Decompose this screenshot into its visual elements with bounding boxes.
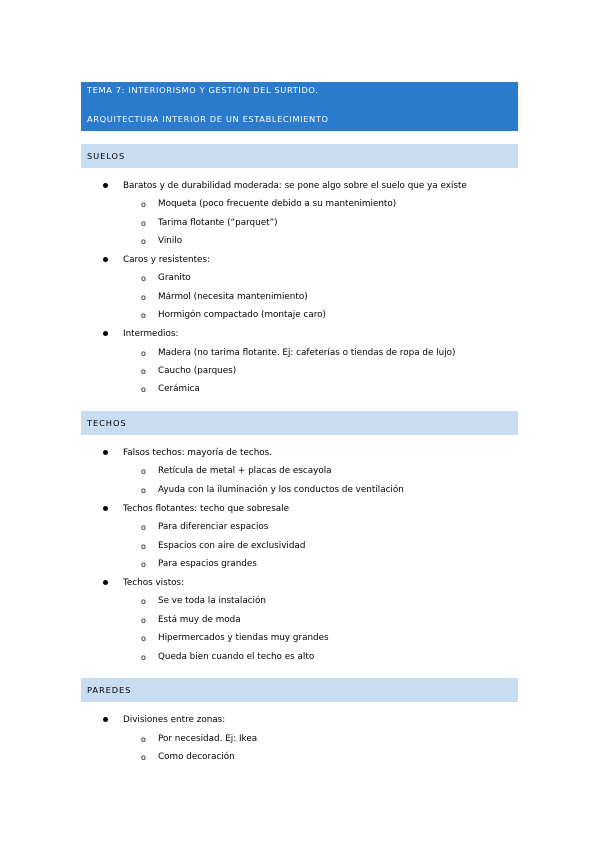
list-item: Falsos techos: mayoría de techos. [103, 448, 108, 459]
list-item: Techos vistos: [103, 578, 108, 589]
list-item: Baratos y de durabilidad moderada: se pone algo sobre el suelo que ya existe [103, 181, 108, 192]
bullet-icon [103, 331, 108, 336]
list-item: Divisiones entre zonas: [103, 715, 108, 726]
bullet-icon [103, 183, 108, 188]
list-item: Techos flotantes: techo que sobresale [103, 504, 108, 515]
list-item: Caros y resistentes: [103, 255, 108, 266]
header-title: TEMA 7: INTERIORISMO Y GESTIÓN DEL SURTIDO. [87, 85, 319, 95]
document-header [81, 82, 518, 131]
bullet-icon [103, 450, 108, 455]
bullet-icon [103, 580, 108, 585]
header-subtitle: ARQUITECTURA INTERIOR DE UN ESTABLECIMIENTO [87, 114, 329, 124]
section-heading-suelos: SUELOS [81, 144, 518, 168]
bullet-icon [103, 257, 108, 262]
bullet-icon [103, 506, 108, 511]
section-heading-techos: TECHOS [81, 411, 518, 435]
bullet-icon [103, 717, 108, 722]
list-item: Intermedios: [103, 329, 108, 340]
section-heading-paredes: PAREDES [81, 678, 518, 702]
